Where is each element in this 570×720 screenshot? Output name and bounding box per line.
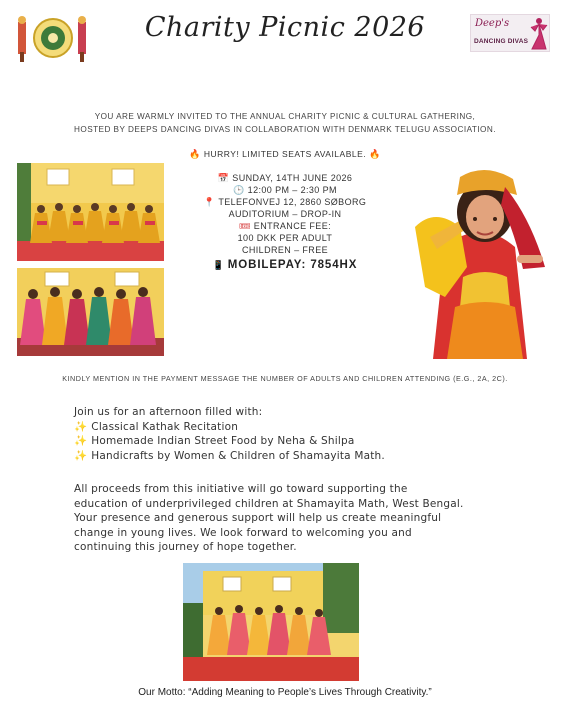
deeps-dancing-divas-logo — [470, 14, 550, 52]
page-title: Charity Picnic 2026 — [144, 12, 426, 43]
mobilepay-row — [170, 257, 400, 274]
proceeds-paragraph — [74, 482, 554, 555]
agenda-item-text: Homemade Indian Street Food by Neha & Shilpa — [91, 435, 355, 447]
dancer-portrait-photo — [405, 157, 555, 359]
event-time: 12:00 PM – 2:30 PM — [247, 185, 337, 195]
mobile-phone-icon: 📱 — [212, 260, 225, 270]
entrance-fee-row — [170, 220, 400, 232]
intro-line-2: HOSTED BY DEEPS DANCING DIVAS IN COLLABORATION WITH DENMARK TELUGU ASSOCIATION. — [74, 125, 496, 134]
event-address-row — [170, 196, 400, 208]
intro-line-1: YOU ARE WARMLY INVITED TO THE ANNUAL CHARITY PICNIC & CULTURAL GATHERING, — [94, 112, 476, 121]
event-address: TELEFONVEJ 12, 2860 SØBORG — [218, 197, 367, 207]
fire-icon: 🔥 — [189, 149, 201, 159]
fire-icon: 🔥 — [369, 149, 381, 159]
performance-photo — [183, 563, 359, 681]
list-item — [74, 434, 544, 449]
proceeds-line: change in young lives. We look forward to welcoming you and — [74, 526, 412, 539]
agenda-item-text: Classical Kathak Recitation — [91, 420, 239, 433]
logo-text-deeps: Deep's — [475, 18, 510, 29]
logo-text-divas: DANCING DIVAS — [474, 38, 529, 45]
sparkle-icon: ✨ — [74, 420, 88, 433]
entrance-fee-label: ENTRANCE FEE: — [253, 221, 332, 231]
agenda-heading: Join us for an afternoon filled with: — [74, 406, 263, 418]
motto: Our Motto: “Adding Meaning to People’s Lives Through Creativity.” — [138, 687, 432, 698]
fee-children: CHILDREN – FREE — [241, 245, 328, 255]
proceeds-line: All proceeds from this initiative will go toward supporting the — [74, 483, 408, 495]
event-venue: AUDITORIUM – DROP-IN — [228, 209, 342, 219]
proceeds-line: continuing this journey of hope together. — [74, 541, 297, 554]
agenda-section — [74, 405, 544, 463]
proceeds-line: Your presence and generous support will help us create meaningful — [74, 512, 442, 525]
dancers-photo-1 — [17, 163, 164, 261]
list-item — [74, 449, 544, 464]
payment-note: KINDLY MENTION IN THE PAYMENT MESSAGE THE NUMBER OF ADULTS AND CHILDREN ATTENDING (E.G., 2A, 2C). — [62, 374, 508, 383]
hurry-text: HURRY! LIMITED SEATS AVAILABLE. — [203, 149, 367, 159]
header — [0, 0, 570, 70]
invitation-intro — [20, 110, 550, 136]
location-pin-icon: 📍 — [203, 197, 216, 207]
ticket-icon: 🎟 — [238, 221, 251, 231]
event-details — [170, 172, 400, 274]
proceeds-line: education of underprivileged children at Shamayita Math, West Bengal. — [74, 497, 464, 510]
event-date: SUNDAY, 14TH JUNE 2026 — [232, 173, 353, 183]
agenda-item-text: Handicrafts by Women & Children of Shamayita Math. — [91, 449, 385, 462]
dancers-photo-2 — [17, 268, 164, 356]
event-date-row — [170, 172, 400, 184]
clock-icon: 🕒 — [233, 185, 245, 195]
dancer-silhouette-icon — [529, 17, 549, 51]
calendar-icon: 📅 — [217, 173, 230, 183]
sparkle-icon: ✨ — [74, 449, 88, 462]
mobilepay-number: MOBILEPAY: 7854HX — [227, 259, 358, 271]
event-time-row — [170, 184, 400, 196]
fee-adult: 100 DKK PER ADULT — [237, 233, 333, 243]
sparkle-icon: ✨ — [74, 435, 88, 447]
list-item — [74, 420, 544, 435]
